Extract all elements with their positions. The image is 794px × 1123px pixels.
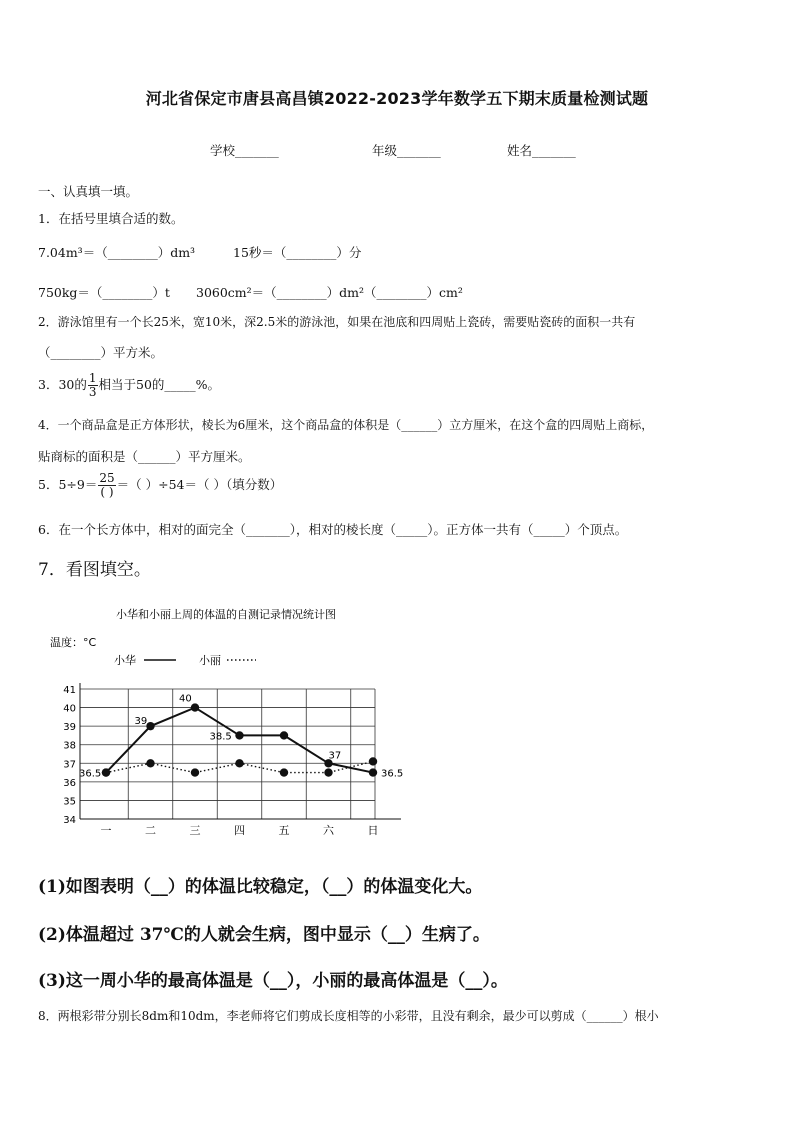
data-label: 38.5 xyxy=(209,731,232,743)
xiaohua-point xyxy=(235,731,243,739)
temperature-chart xyxy=(36,600,404,849)
data-label: 36.5 xyxy=(79,768,102,780)
xiaohua-point xyxy=(280,731,288,739)
q5-frac-den: ( ) xyxy=(100,485,114,499)
x-tick-label: 日 xyxy=(367,824,379,837)
q2-line2: （________）平方米。 xyxy=(38,345,164,360)
chart-svg xyxy=(36,600,404,845)
q3-fraction xyxy=(88,372,98,399)
xiaoli-point xyxy=(235,759,243,767)
y-tick-label: 41 xyxy=(63,685,76,696)
q7-sub1: (1)如图表明（__）的体温比较稳定，（__）的体温变化大。 xyxy=(38,877,483,897)
page-title: 河北省保定市唐县高昌镇2022-2023学年数学五下期末质量检测试题 xyxy=(145,89,649,108)
q5-frac-num: 25 xyxy=(99,471,115,485)
legend-solid-label: 小华 xyxy=(114,654,136,667)
q3-frac-den: 3 xyxy=(88,385,97,399)
legend-dotted-label: 小丽 xyxy=(199,654,221,667)
q7-sub3: (3)这一周小华的最高体温是（__），小丽的最高体温是（__）。 xyxy=(38,971,508,991)
x-tick-label: 六 xyxy=(323,824,334,837)
q4-line2: 贴商标的面积是（______）平方厘米。 xyxy=(38,449,251,464)
q1-line2-b: 3060cm²＝（________）dm²（________）cm² xyxy=(196,285,463,300)
q3-frac-num: 1 xyxy=(88,371,97,385)
grade-field: 年级_______ xyxy=(372,143,441,158)
name-field: 姓名_______ xyxy=(507,143,576,158)
y-tick-label: 40 xyxy=(63,703,76,715)
q5-suffix: ＝（ ）÷54＝（ ）（填分数） xyxy=(116,477,283,492)
q6: 6．在一个长方体中，相对的面完全（_______），相对的棱长度（_____）。正方体一共有（_____）个顶点。 xyxy=(38,522,628,537)
x-tick-label: 四 xyxy=(234,824,245,837)
q5-fraction xyxy=(98,472,115,499)
data-label: 36.5 xyxy=(381,768,404,780)
q1-line2-a: 750kg＝（________）t xyxy=(38,285,170,300)
q8: 8．两根彩带分别长8dm和10dm，李老师将它们剪成长度相等的小彩带，且没有剩余，最少可以剪成（______）根小 xyxy=(38,1009,659,1023)
school-field: 学校_______ xyxy=(210,143,279,158)
y-tick-label: 35 xyxy=(63,796,76,808)
chart-title: 小华和小丽上周的体温的自测记录情况统计图 xyxy=(116,608,336,621)
xiaoli-point xyxy=(324,768,332,776)
xiaohua-point xyxy=(369,768,377,776)
xiaoli-point xyxy=(146,759,154,767)
q7-sub2: (2)体温超过 37℃的人就会生病，图中显示（__）生病了。 xyxy=(38,925,490,945)
q3-prefix: 3．30的 xyxy=(38,377,87,392)
x-tick-label: 三 xyxy=(189,824,201,837)
xiaoli-point xyxy=(280,768,288,776)
xiaohua-point xyxy=(146,722,154,730)
q1-line1-a: 7.04m³＝（________）dm³ xyxy=(38,245,196,260)
section-heading: 一、认真填一填。 xyxy=(38,184,139,199)
q1-line1-b: 15秒＝（________）分 xyxy=(233,245,362,260)
data-label: 39 xyxy=(134,716,148,728)
y-tick-label: 37 xyxy=(63,759,76,771)
q7-text: 7．看图填空。 xyxy=(38,560,151,580)
q3 xyxy=(38,372,220,399)
y-tick-label: 39 xyxy=(63,722,76,734)
x-tick-label: 一 xyxy=(100,824,112,837)
q2-line1: 2．游泳馆里有一个长25米，宽10米，深2.5米的游泳池，如果在池底和四周贴上瓷砖，需要贴瓷砖的面积一共有 xyxy=(38,315,636,329)
y-tick-label: 38 xyxy=(63,740,76,752)
x-tick-label: 二 xyxy=(145,824,156,837)
chart-ylabel: 温度：°C xyxy=(50,636,97,649)
q1-text: 1．在括号里填合适的数。 xyxy=(38,211,184,226)
data-label: 40 xyxy=(179,693,192,705)
y-tick-label: 34 xyxy=(63,815,76,826)
q5-prefix: 5．5÷9＝ xyxy=(38,477,98,492)
xiaoli-point xyxy=(191,768,199,776)
xiaoli-point xyxy=(102,768,110,776)
xiaohua-point xyxy=(191,703,199,711)
q4-line1: 4．一个商品盒是正方体形状，棱长为6厘米，这个商品盒的体积是（______）立方厘米，在这个盒的四周贴上商标， xyxy=(38,418,654,432)
data-label: 37 xyxy=(328,750,342,762)
q3-suffix: 相当于50的_____%。 xyxy=(98,377,221,392)
xiaoli-point xyxy=(369,757,377,765)
x-tick-label: 五 xyxy=(278,824,290,837)
y-tick-label: 36 xyxy=(63,777,76,789)
q5 xyxy=(38,472,282,499)
